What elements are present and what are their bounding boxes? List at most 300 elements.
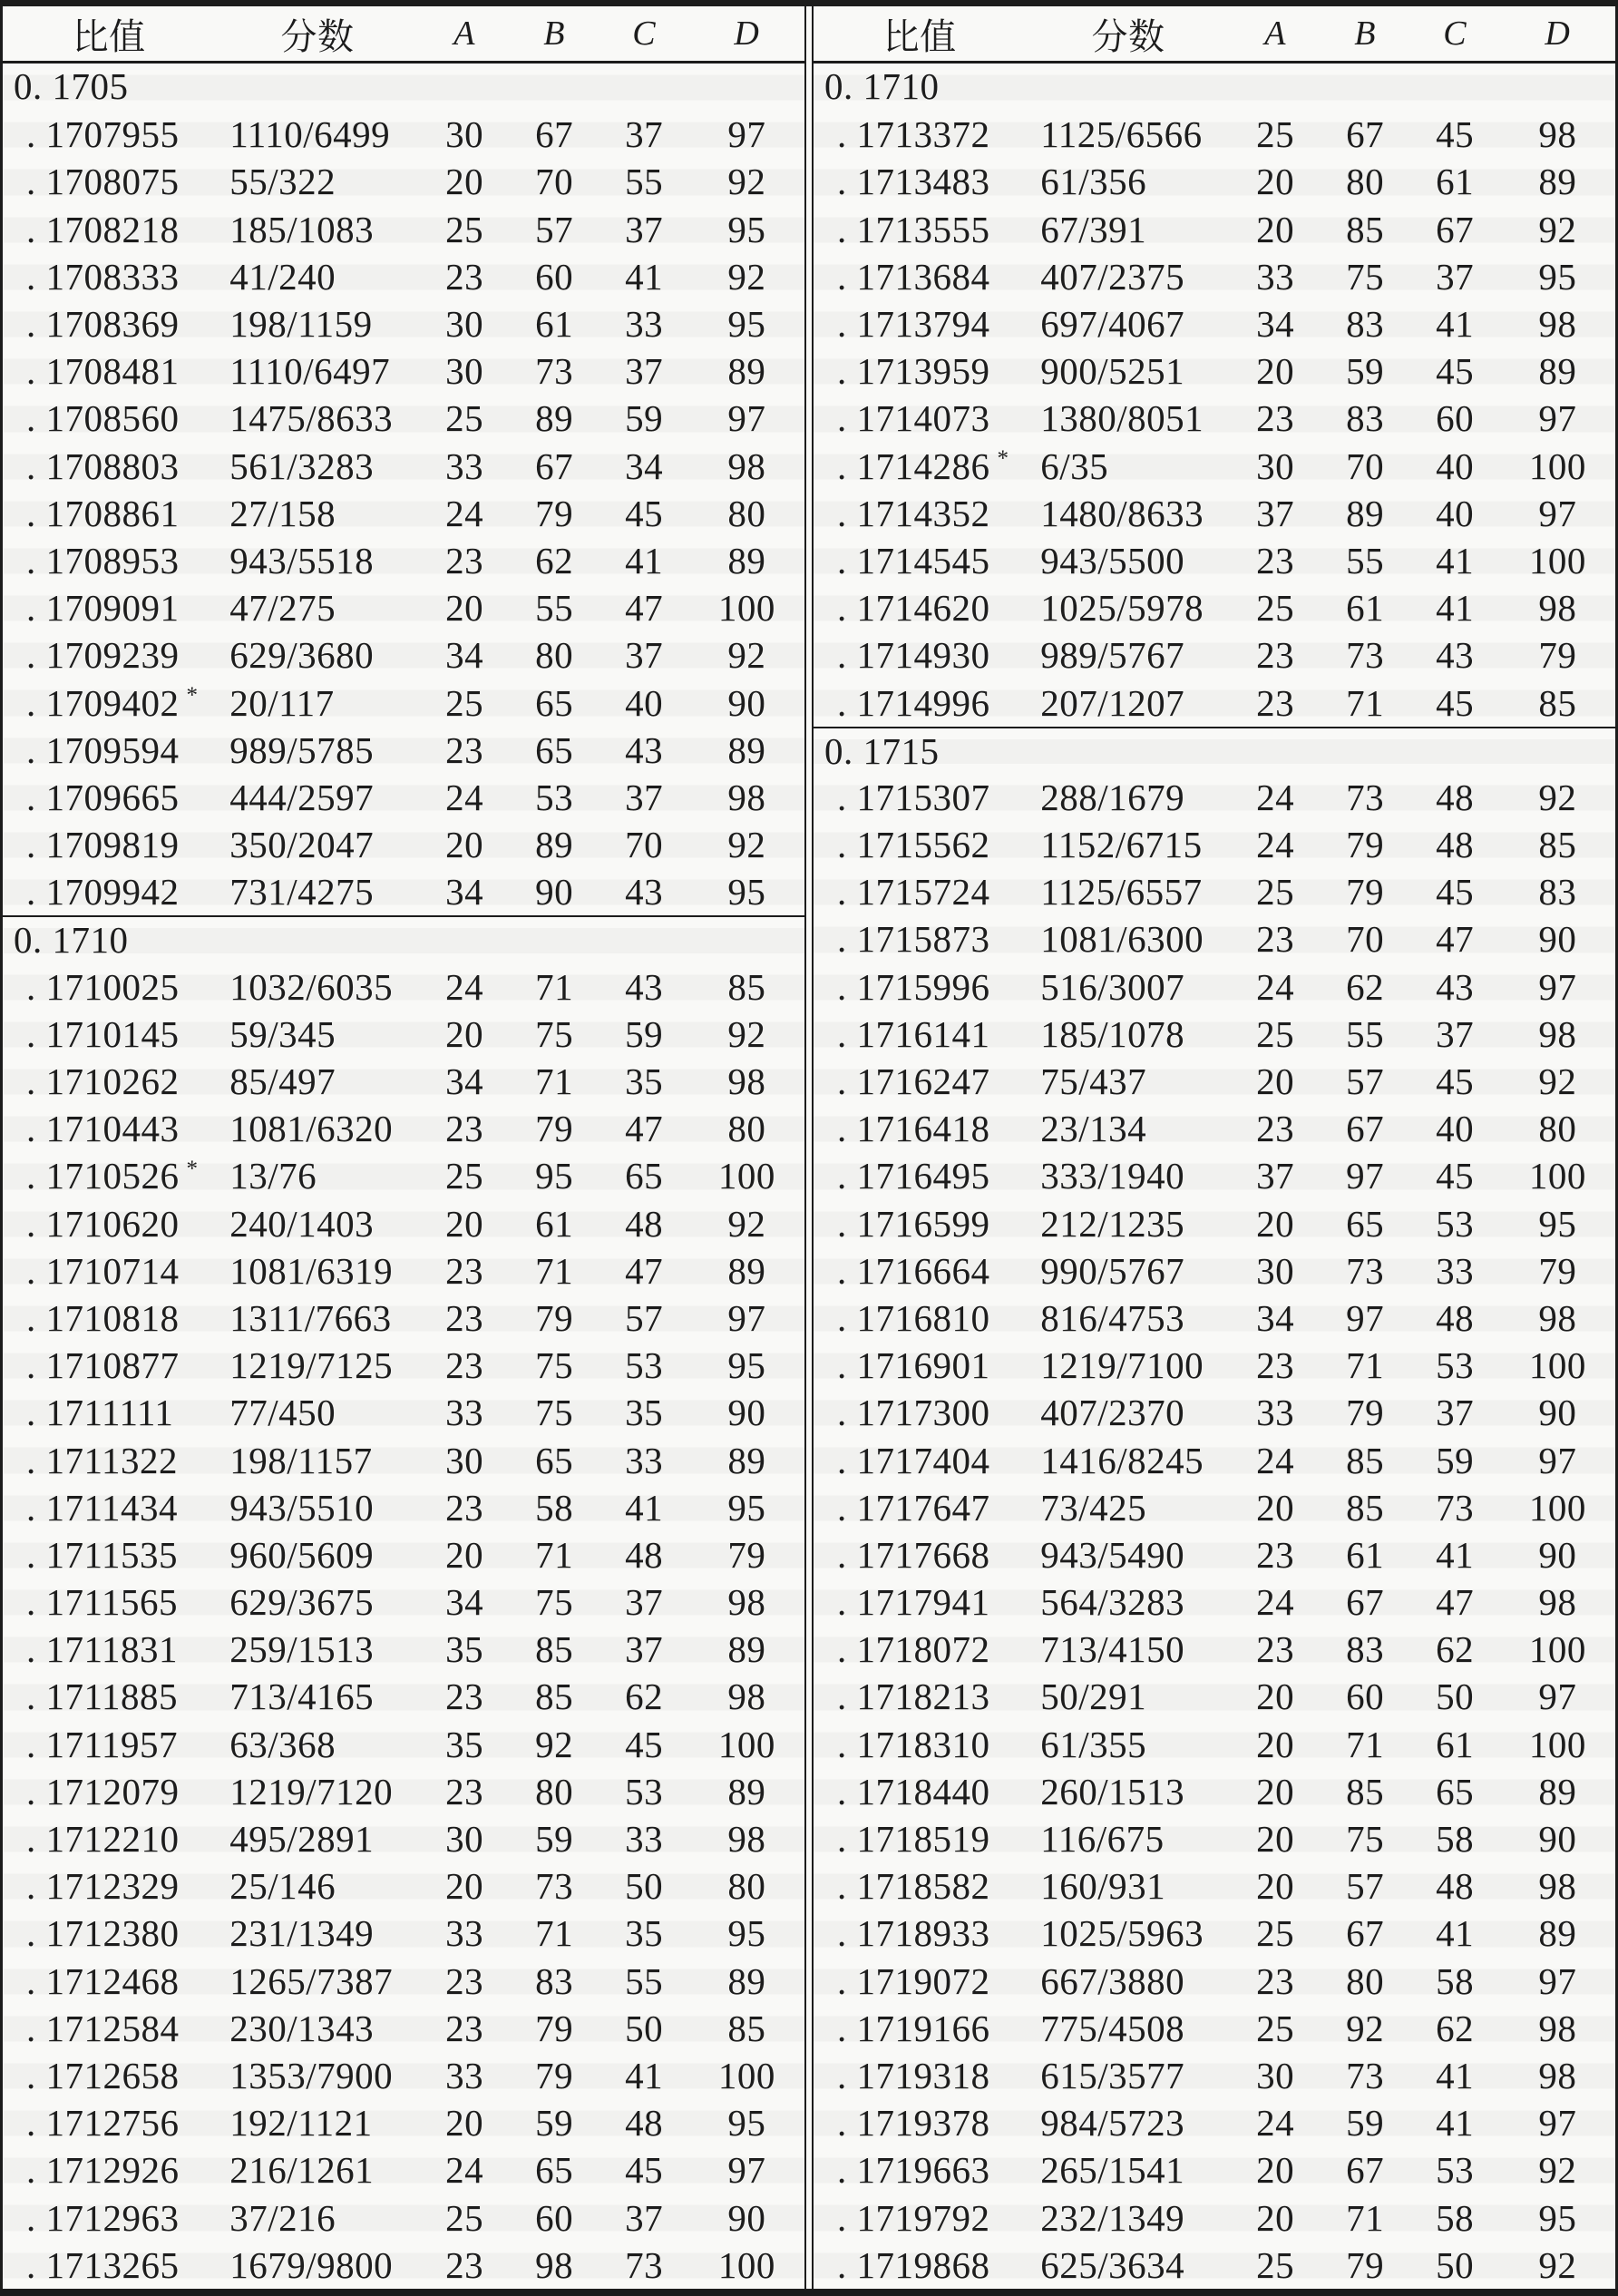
value-b-cell: 67 <box>1346 1581 1385 1624</box>
value-c-cell: 58 <box>1436 1818 1475 1861</box>
value-b-cell: 58 <box>535 1486 574 1529</box>
value-b-cell: 67 <box>1346 113 1385 156</box>
ratio-cell: . 1713555 <box>837 208 990 250</box>
fraction-cell: 564/3283 <box>1040 1581 1185 1624</box>
value-b-cell: 67 <box>535 113 574 156</box>
value-c-cell: 48 <box>625 1533 664 1576</box>
value-a-cell: 20 <box>445 1533 484 1576</box>
value-b-cell: 55 <box>1346 1012 1385 1055</box>
table-row <box>3 679 804 726</box>
value-b-cell: 55 <box>535 587 574 630</box>
fraction-cell: 495/2891 <box>229 1818 375 1861</box>
value-c-cell: 53 <box>1436 1344 1475 1387</box>
value-a-cell: 23 <box>1256 1533 1295 1576</box>
table-row <box>814 915 1615 962</box>
value-a-cell: 24 <box>1256 1439 1295 1481</box>
table-row <box>3 347 804 395</box>
value-b-cell: 71 <box>1346 1344 1385 1387</box>
value-c-cell: 58 <box>1436 2196 1475 2239</box>
fraction-cell: 27/158 <box>229 492 336 534</box>
fraction-cell: 288/1679 <box>1040 776 1185 818</box>
table-right-half <box>812 6 1615 2289</box>
fraction-cell: 25/146 <box>229 1865 336 1908</box>
value-b-cell: 92 <box>535 1723 574 1765</box>
value-d-cell: 92 <box>727 255 766 298</box>
value-b-cell: 79 <box>1346 1392 1385 1434</box>
value-b-cell: 65 <box>1346 1202 1385 1245</box>
ratio-cell: . 1717647 <box>837 1486 990 1529</box>
value-a-cell: 30 <box>1256 1249 1295 1292</box>
fraction-cell: 407/2375 <box>1040 255 1185 298</box>
ratio-cell: . 1712380 <box>26 1912 180 1955</box>
section-label-row <box>3 915 804 962</box>
ratio-cell: . 1719166 <box>837 2007 990 2049</box>
asterisk-marker: * <box>186 1156 199 1181</box>
value-c-cell: 45 <box>1436 871 1475 914</box>
value-c-cell: 73 <box>1436 1486 1475 1529</box>
ratio-cell: . 1713265 <box>26 2243 180 2286</box>
ratio-cell: . 1716901 <box>837 1344 990 1387</box>
value-c-cell: 43 <box>625 728 664 771</box>
value-a-cell: 23 <box>445 2243 484 2286</box>
value-c-cell: 43 <box>625 871 664 914</box>
fraction-cell: 1219/7125 <box>229 1344 394 1387</box>
fraction-cell: 216/1261 <box>229 2149 375 2192</box>
table-row <box>814 395 1615 442</box>
value-b-cell: 92 <box>1346 2007 1385 2049</box>
fraction-cell: 561/3283 <box>229 445 375 487</box>
ratio-cell: . 1715996 <box>837 965 990 1008</box>
ratio-cell: . 1714545 <box>837 539 990 581</box>
value-a-cell: 33 <box>445 1392 484 1434</box>
header-c-column-label: C <box>632 15 657 53</box>
value-b-cell: 57 <box>1346 1865 1385 1908</box>
value-a-cell: 20 <box>1256 1818 1295 1861</box>
table-row <box>3 1958 804 2005</box>
value-a-cell: 30 <box>445 113 484 156</box>
header-a-column-label: A <box>1264 15 1287 53</box>
value-b-cell: 80 <box>535 634 574 677</box>
ratio-cell: . 1716810 <box>837 1296 990 1339</box>
ratio-cell: . 1717941 <box>837 1581 990 1624</box>
fraction-cell: 615/3577 <box>1040 2054 1185 2096</box>
value-d-cell: 90 <box>727 2196 766 2239</box>
fraction-cell: 1311/7663 <box>229 1296 392 1339</box>
table-row <box>814 1958 1615 2005</box>
value-b-cell: 83 <box>1346 1628 1385 1671</box>
table-row <box>814 1058 1615 1105</box>
value-a-cell: 20 <box>1256 1770 1295 1812</box>
ratio-cell: . 1708803 <box>26 445 180 487</box>
ratio-cell: . 1709665 <box>26 776 180 818</box>
value-c-cell: 50 <box>625 1865 664 1908</box>
table-row <box>3 1058 804 1105</box>
value-d-cell: 85 <box>727 965 766 1008</box>
ratio-cell: . 1710145 <box>26 1012 180 1055</box>
value-d-cell: 98 <box>1538 2007 1577 2049</box>
ratio-cell: . 1715724 <box>837 871 990 914</box>
value-d-cell: 98 <box>727 1581 766 1624</box>
value-c-cell: 40 <box>1436 445 1475 487</box>
value-b-cell: 71 <box>1346 681 1385 724</box>
table-row <box>3 1436 804 1483</box>
fraction-cell: 1152/6715 <box>1040 824 1203 866</box>
table-row <box>814 1105 1615 1152</box>
value-a-cell: 34 <box>445 871 484 914</box>
value-b-cell: 59 <box>1346 2102 1385 2145</box>
ratio-cell: . 1714620 <box>837 587 990 630</box>
table-row <box>814 2099 1615 2146</box>
value-c-cell: 40 <box>1436 492 1475 534</box>
value-d-cell: 95 <box>727 303 766 346</box>
table-row <box>3 2099 804 2146</box>
value-a-cell: 23 <box>445 1676 484 1718</box>
value-c-cell: 47 <box>625 1249 664 1292</box>
value-c-cell: 47 <box>1436 1581 1475 1624</box>
value-b-cell: 61 <box>535 1202 574 1245</box>
table-row <box>3 868 804 915</box>
table-row <box>814 1721 1615 1768</box>
value-a-cell: 33 <box>1256 255 1295 298</box>
value-c-cell: 41 <box>625 2054 664 2096</box>
ratio-cell: . 1708369 <box>26 303 180 346</box>
ratio-cell: . 1712079 <box>26 1770 180 1812</box>
value-d-cell: 79 <box>1538 634 1577 677</box>
table-row <box>3 158 804 205</box>
value-a-cell: 25 <box>1256 1012 1295 1055</box>
table-row <box>814 584 1615 631</box>
value-c-cell: 45 <box>625 2149 664 2192</box>
value-d-cell: 98 <box>1538 2054 1577 2096</box>
value-a-cell: 25 <box>1256 1912 1295 1955</box>
value-d-cell: 98 <box>1538 1865 1577 1908</box>
fraction-cell: 185/1078 <box>1040 1012 1185 1055</box>
value-d-cell: 80 <box>727 1865 766 1908</box>
fraction-cell: 116/675 <box>1040 1818 1165 1861</box>
ratio-cell: . 1719868 <box>837 2243 990 2286</box>
value-d-cell: 89 <box>727 1249 766 1292</box>
value-d-cell: 89 <box>727 1628 766 1671</box>
value-d-cell: 89 <box>727 350 766 393</box>
value-a-cell: 24 <box>1256 2102 1295 2145</box>
fraction-cell: 6/35 <box>1040 445 1109 487</box>
fraction-cell: 192/1121 <box>229 2102 373 2145</box>
fraction-cell: 259/1513 <box>229 1628 375 1671</box>
ratio-cell: . 1719378 <box>837 2102 990 2145</box>
fraction-cell: 77/450 <box>229 1392 336 1434</box>
value-b-cell: 70 <box>535 161 574 203</box>
table-row <box>3 1200 804 1247</box>
fraction-cell: 629/3675 <box>229 1581 375 1624</box>
value-d-cell: 100 <box>717 2243 775 2286</box>
value-c-cell: 37 <box>1436 1012 1475 1055</box>
value-d-cell: 95 <box>1538 255 1577 298</box>
value-d-cell: 80 <box>727 1108 766 1150</box>
value-c-cell: 45 <box>1436 113 1475 156</box>
value-b-cell: 67 <box>1346 1108 1385 1150</box>
value-c-cell: 47 <box>625 1108 664 1150</box>
header-ratio-label: 比值 <box>72 15 146 57</box>
ratio-cell: . 1710262 <box>26 1060 180 1103</box>
value-a-cell: 23 <box>1256 397 1295 440</box>
value-c-cell: 37 <box>625 634 664 677</box>
value-d-cell: 100 <box>1528 1155 1586 1197</box>
value-c-cell: 41 <box>1436 587 1475 630</box>
table-row <box>3 1105 804 1152</box>
ratio-cell: . 1708861 <box>26 492 180 534</box>
ratio-cell: . 1710025 <box>26 965 180 1008</box>
value-a-cell: 24 <box>1256 1581 1295 1624</box>
table-row <box>3 1815 804 1862</box>
fraction-cell: 230/1343 <box>229 2007 375 2049</box>
table-row <box>814 631 1615 679</box>
table-row <box>814 1768 1615 1815</box>
ratio-cell: . 1716418 <box>837 1108 990 1150</box>
value-d-cell: 95 <box>1538 2196 1577 2239</box>
table-row <box>814 443 1615 490</box>
fraction-cell: 943/5490 <box>1040 1533 1185 1576</box>
fraction-cell: 625/3634 <box>1040 2243 1185 2286</box>
table-row <box>814 1815 1615 1862</box>
table-row <box>814 868 1615 915</box>
value-b-cell: 71 <box>1346 2196 1385 2239</box>
value-a-cell: 25 <box>1256 2243 1295 2286</box>
header-b-column-label: B <box>543 15 566 53</box>
table-row <box>814 2146 1615 2193</box>
fraction-cell: 1025/5978 <box>1040 587 1204 630</box>
value-d-cell: 97 <box>727 113 766 156</box>
ratio-cell: . 1712926 <box>26 2149 180 2192</box>
value-c-cell: 58 <box>1436 1959 1475 2002</box>
ratio-cell: . 1716247 <box>837 1060 990 1103</box>
table-row <box>814 2005 1615 2052</box>
value-a-cell: 23 <box>1256 1959 1295 2002</box>
value-b-cell: 75 <box>535 1012 574 1055</box>
value-b-cell: 79 <box>535 2007 574 2049</box>
value-b-cell: 79 <box>535 2054 574 2096</box>
ratio-cell: . 1712963 <box>26 2196 180 2239</box>
table-row <box>814 253 1615 300</box>
ratio-cell: . 1716141 <box>837 1012 990 1055</box>
value-a-cell: 33 <box>445 1912 484 1955</box>
table-row <box>3 1389 804 1436</box>
value-b-cell: 53 <box>535 776 574 818</box>
value-b-cell: 65 <box>535 728 574 771</box>
value-a-cell: 30 <box>445 1439 484 1481</box>
table-row <box>3 774 804 821</box>
value-c-cell: 37 <box>1436 255 1475 298</box>
fraction-cell: 1265/7387 <box>229 1959 394 2002</box>
fraction-cell: 75/437 <box>1040 1060 1147 1103</box>
value-a-cell: 20 <box>1256 1486 1295 1529</box>
fraction-cell: 61/356 <box>1040 161 1147 203</box>
asterisk-marker: * <box>186 682 199 708</box>
value-b-cell: 71 <box>535 1249 574 1292</box>
table-row <box>3 443 804 490</box>
value-a-cell: 24 <box>445 492 484 534</box>
header-ratio-label: 比值 <box>882 15 957 57</box>
value-b-cell: 62 <box>1346 965 1385 1008</box>
value-a-cell: 34 <box>445 1060 484 1103</box>
ratio-cell: . 1712210 <box>26 1818 180 1861</box>
value-a-cell: 37 <box>1256 1155 1295 1197</box>
value-b-cell: 85 <box>1346 1439 1385 1481</box>
value-c-cell: 41 <box>1436 1533 1475 1576</box>
fraction-cell: 198/1159 <box>229 303 373 346</box>
ratio-cell: . 1713959 <box>837 350 990 393</box>
value-d-cell: 85 <box>1538 681 1577 724</box>
value-d-cell: 85 <box>727 2007 766 2049</box>
value-d-cell: 89 <box>727 1439 766 1481</box>
value-a-cell: 25 <box>445 2196 484 2239</box>
fraction-cell: 333/1940 <box>1040 1155 1185 1197</box>
ratio-cell: . 1711111 <box>26 1392 174 1434</box>
ratio-cell: . 1717300 <box>837 1392 990 1434</box>
fraction-cell: 265/1541 <box>1040 2149 1185 2192</box>
value-d-cell: 92 <box>1538 2243 1577 2286</box>
table-row <box>3 2242 804 2289</box>
ratio-cell: . 1707955 <box>26 113 180 156</box>
value-c-cell: 62 <box>625 1676 664 1718</box>
ratio-cell: . 1710877 <box>26 1344 180 1387</box>
fraction-cell: 1480/8633 <box>1040 492 1204 534</box>
fraction-cell: 1125/6557 <box>1040 871 1203 914</box>
value-c-cell: 48 <box>625 2102 664 2145</box>
table-row <box>3 963 804 1011</box>
value-d-cell: 98 <box>727 1060 766 1103</box>
ratio-cell: . 1709402 * <box>26 681 199 724</box>
value-b-cell: 75 <box>1346 1818 1385 1861</box>
value-a-cell: 20 <box>1256 2196 1295 2239</box>
fraction-cell: 1081/6300 <box>1040 918 1204 961</box>
ratio-cell: . 1711565 <box>26 1581 178 1624</box>
value-d-cell: 98 <box>1538 1012 1577 1055</box>
value-d-cell: 90 <box>1538 1818 1577 1861</box>
table-row <box>814 2242 1615 2289</box>
value-b-cell: 73 <box>1346 1249 1385 1292</box>
fraction-cell: 1219/7100 <box>1040 1344 1204 1387</box>
table-row <box>3 1342 804 1389</box>
value-c-cell: 41 <box>625 1486 664 1529</box>
table-row <box>814 1862 1615 1910</box>
value-d-cell: 90 <box>727 681 766 724</box>
ratio-cell: . 1711434 <box>26 1486 178 1529</box>
ratio-cell: . 1715307 <box>837 776 990 818</box>
ratio-cell: . 1713483 <box>837 161 990 203</box>
value-b-cell: 67 <box>1346 1912 1385 1955</box>
ratio-cell: . 1717668 <box>837 1533 990 1576</box>
header-d-column-label: D <box>1545 15 1571 53</box>
value-c-cell: 33 <box>625 303 664 346</box>
ratio-cell: . 1713794 <box>837 303 990 346</box>
value-d-cell: 89 <box>727 539 766 581</box>
value-b-cell: 85 <box>1346 1770 1385 1812</box>
value-b-cell: 65 <box>535 2149 574 2192</box>
value-d-cell: 98 <box>727 1676 766 1718</box>
table-row <box>814 490 1615 537</box>
value-d-cell: 98 <box>727 1818 766 1861</box>
value-d-cell: 92 <box>1538 208 1577 250</box>
value-a-cell: 30 <box>1256 2054 1295 2096</box>
fraction-cell: 231/1349 <box>229 1912 375 1955</box>
value-d-cell: 92 <box>1538 2149 1577 2192</box>
value-c-cell: 67 <box>1436 208 1475 250</box>
header-d-column-label: D <box>734 15 760 53</box>
value-d-cell: 97 <box>1538 965 1577 1008</box>
table-row <box>3 631 804 679</box>
value-a-cell: 35 <box>445 1723 484 1765</box>
fraction-cell: 943/5518 <box>229 539 375 581</box>
fraction-cell: 1110/6497 <box>229 350 391 393</box>
value-a-cell: 24 <box>445 965 484 1008</box>
value-c-cell: 37 <box>625 208 664 250</box>
value-d-cell: 89 <box>727 1770 766 1812</box>
value-d-cell: 92 <box>727 161 766 203</box>
value-c-cell: 53 <box>625 1344 664 1387</box>
value-b-cell: 59 <box>535 1818 574 1861</box>
value-d-cell: 90 <box>727 1392 766 1434</box>
ratio-cell: . 1708333 <box>26 255 180 298</box>
table-row <box>814 1295 1615 1342</box>
ratio-cell: . 1711957 <box>26 1723 178 1765</box>
value-c-cell: 59 <box>625 397 664 440</box>
table-row <box>3 2193 804 2241</box>
value-a-cell: 23 <box>445 539 484 581</box>
value-c-cell: 41 <box>625 255 664 298</box>
ratio-cell: . 1712658 <box>26 2054 180 2096</box>
fraction-cell: 1032/6035 <box>229 965 394 1008</box>
table-row <box>3 1673 804 1720</box>
value-c-cell: 40 <box>625 681 664 724</box>
fraction-cell: 85/497 <box>229 1060 336 1103</box>
value-b-cell: 71 <box>535 1060 574 1103</box>
value-a-cell: 25 <box>445 1155 484 1197</box>
value-a-cell: 23 <box>445 1770 484 1812</box>
section-label: 0. 1710 <box>824 65 940 107</box>
fraction-cell: 1125/6566 <box>1040 113 1203 156</box>
table-row <box>814 347 1615 395</box>
value-d-cell: 100 <box>1528 445 1586 487</box>
ratio-cell: . 1717404 <box>837 1439 990 1481</box>
table-row <box>3 1768 804 1815</box>
fraction-cell: 63/368 <box>229 1723 336 1765</box>
fraction-cell: 1110/6499 <box>229 113 391 156</box>
value-a-cell: 24 <box>445 776 484 818</box>
value-d-cell: 98 <box>1538 1581 1577 1624</box>
fraction-cell: 67/391 <box>1040 208 1147 250</box>
fraction-cell: 1219/7120 <box>229 1770 394 1812</box>
value-c-cell: 35 <box>625 1060 664 1103</box>
value-a-cell: 23 <box>1256 681 1295 724</box>
ratio-cell: . 1714930 <box>837 634 990 677</box>
value-a-cell: 20 <box>1256 1865 1295 1908</box>
value-d-cell: 89 <box>727 728 766 771</box>
table-row <box>3 584 804 631</box>
value-b-cell: 71 <box>1346 1723 1385 1765</box>
fraction-cell: 50/291 <box>1040 1676 1147 1718</box>
value-c-cell: 61 <box>1436 1723 1475 1765</box>
table-row <box>814 1152 1615 1199</box>
value-c-cell: 65 <box>1436 1770 1475 1812</box>
table-row <box>814 821 1615 868</box>
value-c-cell: 37 <box>1436 1392 1475 1434</box>
value-c-cell: 35 <box>625 1912 664 1955</box>
value-d-cell: 97 <box>727 397 766 440</box>
value-d-cell: 85 <box>1538 824 1577 866</box>
table-row <box>814 1626 1615 1673</box>
value-a-cell: 20 <box>1256 1060 1295 1103</box>
value-b-cell: 61 <box>1346 1533 1385 1576</box>
